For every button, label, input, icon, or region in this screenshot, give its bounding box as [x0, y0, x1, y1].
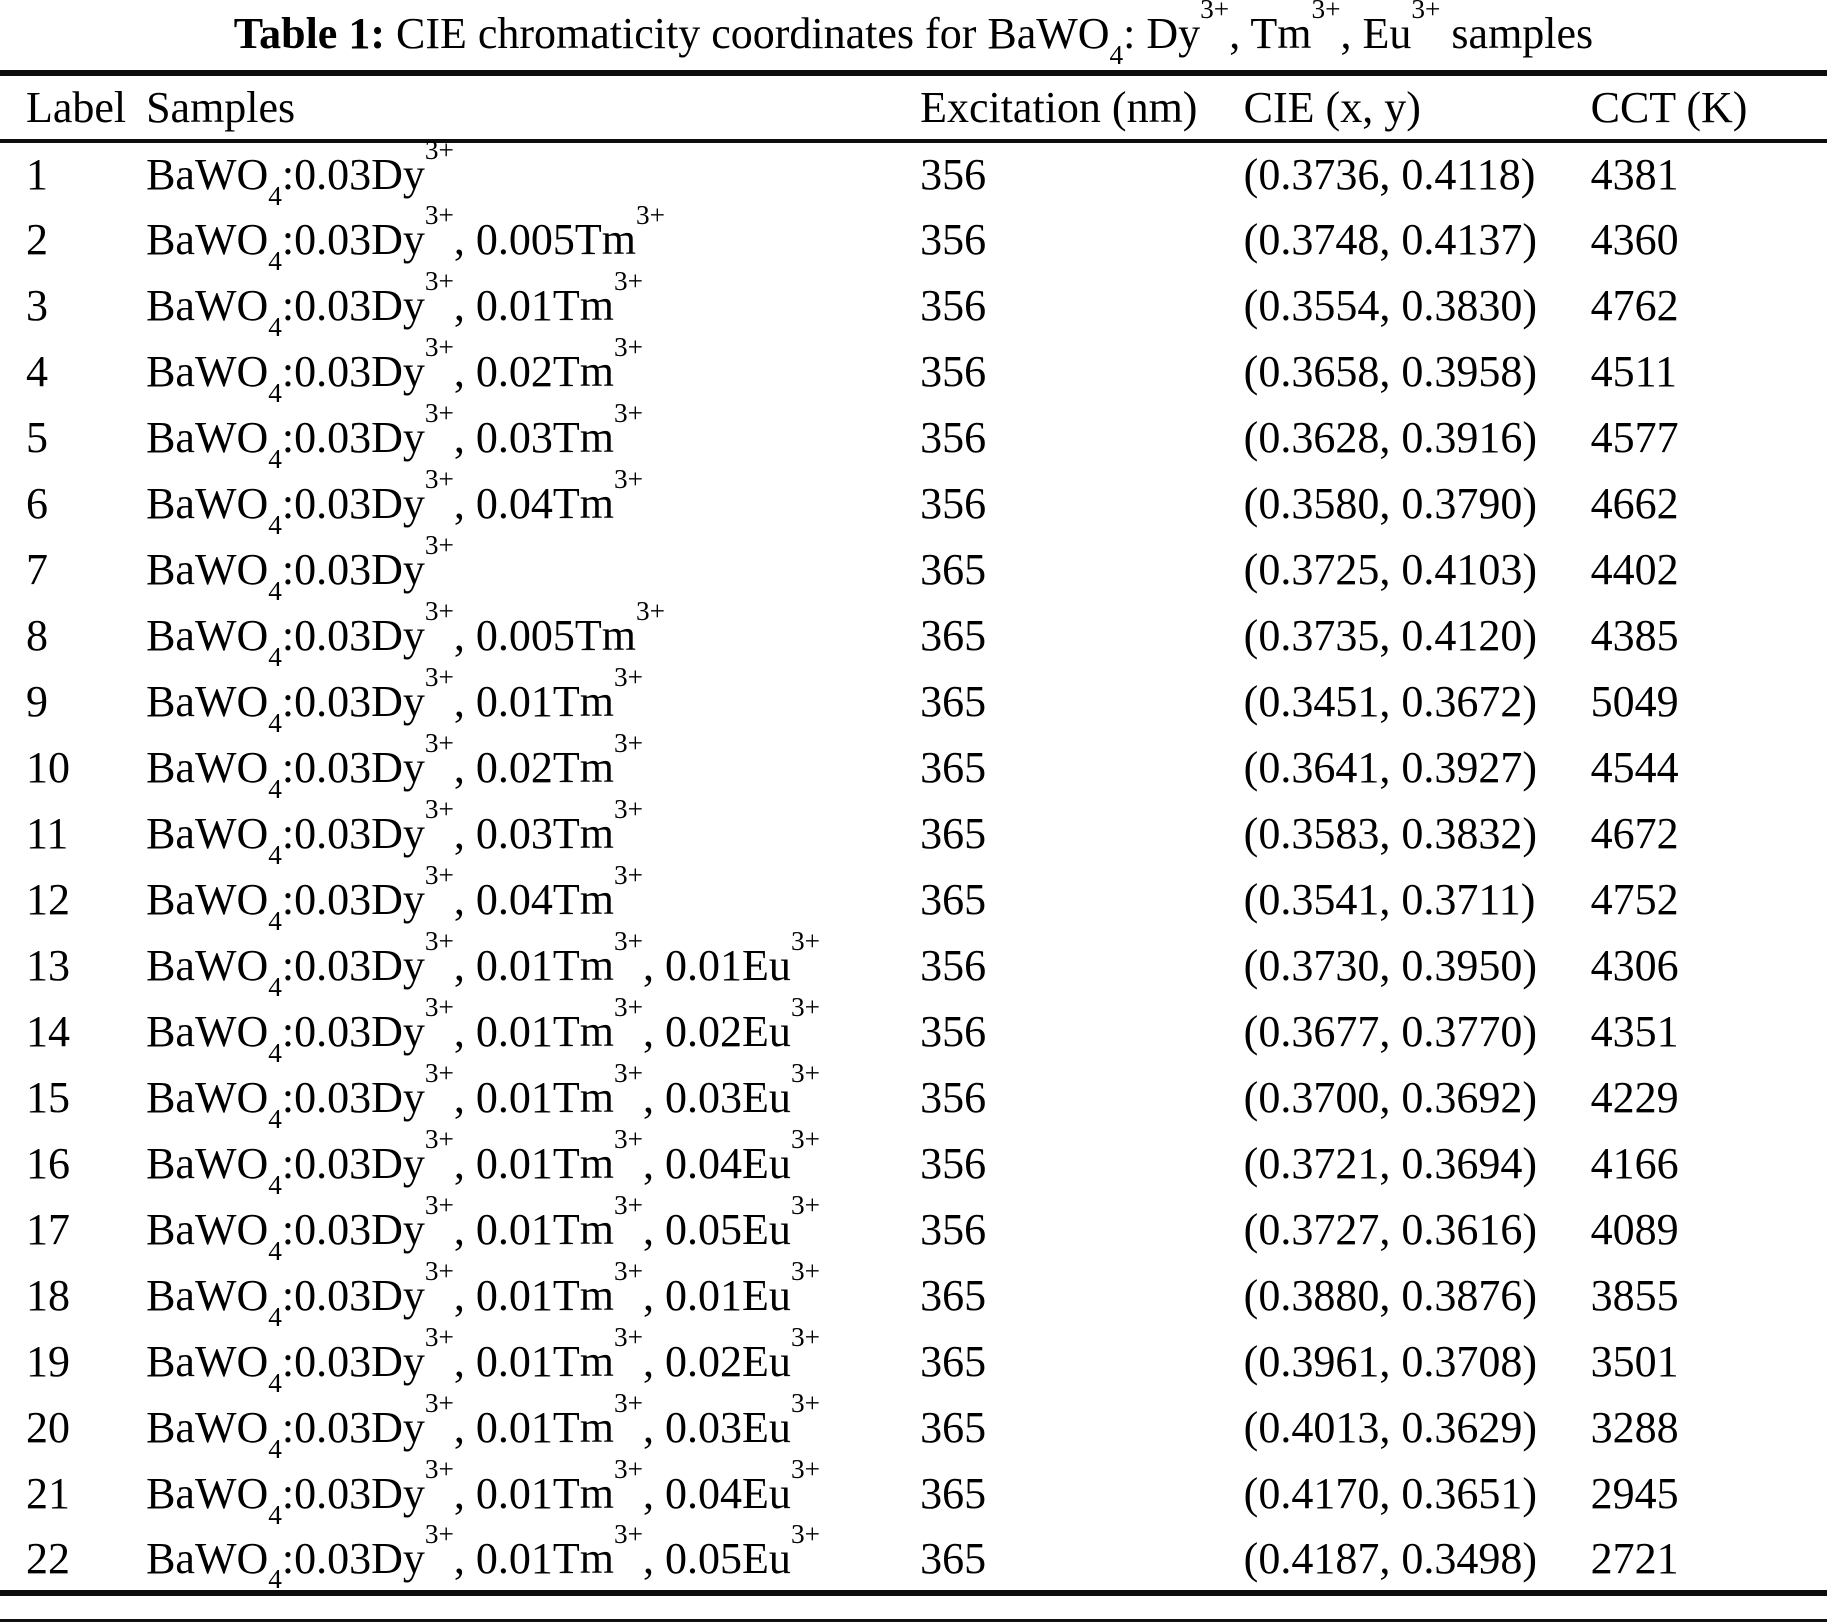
cell-cie: (0.3641, 0.3927)	[1243, 743, 1537, 792]
cell-cie: (0.3961, 0.3708)	[1243, 1337, 1537, 1386]
table-row	[0, 405, 1827, 471]
table-title-label: Table 1:	[233, 9, 385, 58]
cell-cie: (0.3730, 0.3950)	[1243, 941, 1537, 990]
cell-label: 5	[26, 413, 48, 462]
cell-label: 20	[26, 1403, 70, 1452]
cell-sample: $BaWO_4:0.03Dy^{3+}$, $0.01Tm^{3+}$, $0.02Eu^{3+}$	[146, 1322, 820, 1398]
cell-excitation: 356	[920, 347, 987, 396]
cell-excitation: 365	[920, 875, 987, 924]
cell-cie: (0.3583, 0.3832)	[1243, 809, 1537, 858]
cell-cie: (0.3700, 0.3692)	[1243, 1073, 1537, 1122]
table-row	[0, 1527, 1827, 1593]
cell-sample: $BaWO_4:0.03Dy^{3+}$, $0.01Tm^{3+}$, $0.05Eu^{3+}$	[146, 1518, 820, 1595]
cell-label: 18	[26, 1271, 70, 1320]
cell-label: 16	[26, 1139, 70, 1188]
cell-sample: $BaWO_4:0.03Dy^{3+}$, $0.01Tm^{3+}$, $0.04Eu^{3+}$	[146, 1454, 820, 1530]
cell-excitation: 365	[920, 1469, 987, 1518]
cell-sample: $BaWO_4:0.03Dy^{3+}$, $0.01Tm^{3+}$, $0.01Eu^{3+}$	[146, 926, 820, 1002]
cell-cct: 4360	[1590, 215, 1679, 264]
cell-sample: $BaWO_4:0.03Dy^{3+}$, $0.01Tm^{3+}$	[146, 266, 644, 342]
cell-cie: (0.3451, 0.3672)	[1243, 677, 1537, 726]
cell-label: 22	[26, 1533, 70, 1583]
cell-cct: 3501	[1590, 1337, 1679, 1386]
table-row	[0, 669, 1827, 735]
cell-excitation: 356	[920, 941, 987, 990]
cell-cie: (0.3727, 0.3616)	[1243, 1205, 1537, 1254]
table-row	[0, 1461, 1827, 1527]
cell-label: 8	[26, 611, 48, 660]
table-row	[0, 1065, 1827, 1131]
cell-sample: $BaWO_4:0.03Dy^{3+}$, $0.01Tm^{3+}$, $0.02Eu^{3+}$	[146, 992, 820, 1068]
table-body	[0, 135, 1827, 1595]
cell-label: 2	[26, 215, 48, 264]
cell-excitation: 365	[920, 1337, 987, 1386]
table-row	[0, 273, 1827, 339]
cell-excitation: 356	[920, 281, 987, 330]
cell-cct: 2945	[1590, 1469, 1679, 1518]
table-title	[0, 0, 1827, 70]
cell-sample: $BaWO_4:0.03Dy^{3+}$, $0.005Tm^{3+}$	[146, 596, 666, 672]
cell-sample: $BaWO_4:0.03Dy^{3+}$, $0.02Tm^{3+}$	[146, 728, 644, 804]
cell-excitation: 356	[920, 1139, 987, 1188]
cell-cct: 4166	[1590, 1139, 1679, 1188]
cell-cie: (0.3554, 0.3830)	[1243, 281, 1537, 330]
cell-cct: 4351	[1590, 1007, 1679, 1056]
col-header-cie: CIE (x, y)	[1243, 82, 1421, 132]
cell-cct: 4662	[1590, 479, 1679, 528]
cell-label: 1	[26, 150, 48, 199]
cell-sample: $BaWO_4:0.03Dy^{3+}$, $0.005Tm^{3+}$	[146, 200, 666, 276]
cell-excitation: 356	[920, 150, 987, 199]
cell-excitation: 365	[920, 1533, 987, 1583]
col-header-samples: Samples	[146, 82, 296, 132]
cell-excitation: 365	[920, 1271, 987, 1320]
cell-sample: $BaWO_4:0.03Dy^{3+}$, $0.01Tm^{3+}$, $0.03Eu^{3+}$	[146, 1388, 820, 1464]
cell-sample: $BaWO_4:0.03Dy^{3+}$, $0.01Tm^{3+}$, $0.03Eu^{3+}$	[146, 1058, 820, 1134]
cell-label: 14	[26, 1007, 70, 1056]
table-row	[0, 1131, 1827, 1197]
cell-sample: $BaWO_4:0.03Dy^{3+}$	[146, 530, 454, 606]
table-header-row	[0, 73, 1827, 141]
cell-label: 10	[26, 743, 70, 792]
cell-cie: (0.3677, 0.3770)	[1243, 1007, 1537, 1056]
cell-cct: 4752	[1590, 875, 1679, 924]
table-row	[0, 207, 1827, 273]
cell-label: 11	[26, 809, 69, 858]
cell-cie: (0.4013, 0.3629)	[1243, 1403, 1537, 1452]
table-row	[0, 735, 1827, 801]
cell-cct: 4229	[1590, 1073, 1679, 1122]
cell-label: 9	[26, 677, 48, 726]
cell-sample: $BaWO_4:0.03Dy^{3+}$, $0.02Tm^{3+}$	[146, 332, 644, 408]
cell-cct: 4511	[1590, 347, 1677, 396]
table-row	[0, 1263, 1827, 1329]
table-row	[0, 1197, 1827, 1263]
cell-excitation: 365	[920, 677, 987, 726]
cell-label: 17	[26, 1205, 70, 1254]
table-row	[0, 471, 1827, 537]
table-row	[0, 801, 1827, 867]
cell-label: 7	[26, 545, 48, 594]
cell-cie: (0.3580, 0.3790)	[1243, 479, 1537, 528]
cell-cct: 4381	[1590, 150, 1679, 199]
cell-label: 3	[26, 281, 48, 330]
table-row	[0, 1329, 1827, 1395]
cell-cie: (0.4187, 0.3498)	[1243, 1533, 1537, 1583]
col-header-label: Label	[26, 82, 127, 132]
cell-sample: $BaWO_4:0.03Dy^{3+}$, $0.03Tm^{3+}$	[146, 398, 644, 474]
cell-cie: (0.4170, 0.3651)	[1243, 1469, 1537, 1518]
cell-sample: $BaWO_4:0.03Dy^{3+}$, $0.03Tm^{3+}$	[146, 794, 644, 870]
table-row	[0, 537, 1827, 603]
cell-sample: $BaWO_4:0.03Dy^{3+}$, $0.01Tm^{3+}$, $0.01Eu^{3+}$	[146, 1256, 820, 1332]
table-row	[0, 999, 1827, 1065]
table-title-text: CIE chromaticity coordinates for BaWO$_4$: $Dy^{3+}$, $Tm^{3+}$, $Eu^{3+}$ samples	[395, 0, 1594, 70]
cell-excitation: 356	[920, 479, 987, 528]
cell-cie: (0.3748, 0.4137)	[1243, 215, 1537, 264]
cell-cct: 4544	[1590, 743, 1679, 792]
cell-cct: 5049	[1590, 677, 1679, 726]
cell-sample: $BaWO_4:0.03Dy^{3+}$, $0.01Tm^{3+}$	[146, 662, 644, 738]
cell-label: 19	[26, 1337, 70, 1386]
cell-cie: (0.3880, 0.3876)	[1243, 1271, 1537, 1320]
cell-sample: $BaWO_4:0.03Dy^{3+}$, $0.04Tm^{3+}$	[146, 464, 644, 540]
cell-cie: (0.3541, 0.3711)	[1243, 875, 1536, 924]
cell-cie: (0.3735, 0.4120)	[1243, 611, 1537, 660]
cell-excitation: 356	[920, 1205, 987, 1254]
cell-excitation: 365	[920, 545, 987, 594]
cell-sample: $BaWO_4:0.03Dy^{3+}$, $0.04Tm^{3+}$	[146, 860, 644, 936]
cell-label: 6	[26, 479, 48, 528]
cell-label: 13	[26, 941, 70, 990]
cell-cct: 4577	[1590, 413, 1679, 462]
cell-excitation: 365	[920, 809, 987, 858]
col-header-cct: CCT (K)	[1590, 82, 1748, 132]
table-row	[0, 141, 1827, 207]
cell-cct: 4306	[1590, 941, 1679, 990]
cell-cct: 2721	[1590, 1533, 1679, 1583]
cell-label: 21	[26, 1469, 70, 1518]
cell-cct: 3855	[1590, 1271, 1679, 1320]
cell-cct: 4762	[1590, 281, 1679, 330]
table-row	[0, 603, 1827, 669]
cell-sample: $BaWO_4:0.03Dy^{3+}$	[146, 135, 454, 211]
cell-cct: 4402	[1590, 545, 1679, 594]
table-row	[0, 339, 1827, 405]
table-row	[0, 1395, 1827, 1461]
cell-excitation: 365	[920, 1403, 987, 1452]
cell-excitation: 365	[920, 743, 987, 792]
table-row	[0, 867, 1827, 933]
table-bottom-rule	[0, 1619, 1827, 1622]
cell-cct: 3288	[1590, 1403, 1679, 1452]
cell-excitation: 356	[920, 1007, 987, 1056]
cell-cct: 4089	[1590, 1205, 1679, 1254]
table-row	[0, 933, 1827, 999]
cell-sample: $BaWO_4:0.03Dy^{3+}$, $0.01Tm^{3+}$, $0.05Eu^{3+}$	[146, 1190, 820, 1266]
cell-cie: (0.3721, 0.3694)	[1243, 1139, 1537, 1188]
cell-sample: $BaWO_4:0.03Dy^{3+}$, $0.01Tm^{3+}$, $0.04Eu^{3+}$	[146, 1124, 820, 1200]
cell-label: 4	[26, 347, 48, 396]
cie-coordinates-table	[0, 70, 1827, 1596]
cell-label: 15	[26, 1073, 70, 1122]
cell-cie: (0.3725, 0.4103)	[1243, 545, 1537, 594]
cell-cct: 4672	[1590, 809, 1679, 858]
cell-label: 12	[26, 875, 70, 924]
cell-excitation: 356	[920, 215, 987, 264]
cell-cct: 4385	[1590, 611, 1679, 660]
cell-cie: (0.3736, 0.4118)	[1243, 150, 1536, 199]
cell-excitation: 356	[920, 413, 987, 462]
table-header	[0, 73, 1827, 141]
cell-cie: (0.3658, 0.3958)	[1243, 347, 1537, 396]
cell-excitation: 356	[920, 1073, 987, 1122]
col-header-excitation: Excitation (nm)	[920, 82, 1198, 132]
cell-cie: (0.3628, 0.3916)	[1243, 413, 1537, 462]
cell-excitation: 365	[920, 611, 987, 660]
